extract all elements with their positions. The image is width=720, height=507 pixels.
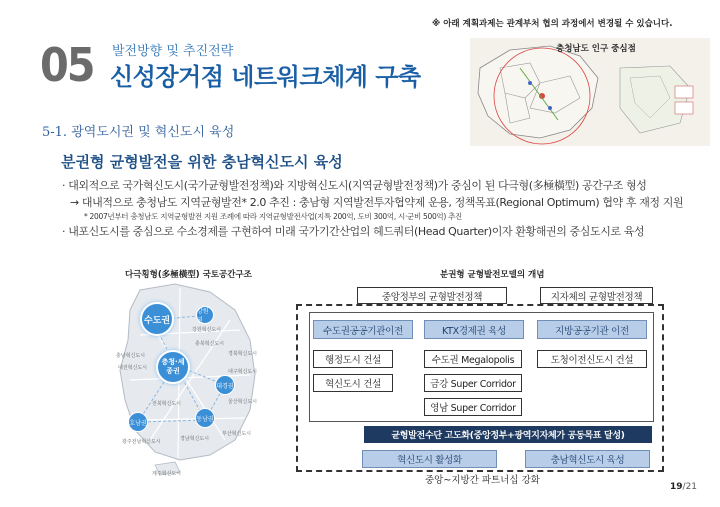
map-caption: 다극횡형(多極橫型) 국토공간구조 (125, 270, 252, 280)
model-box: 수도권 Megalopolis (424, 350, 522, 368)
region-capital: 수도권 (140, 302, 174, 336)
model-box: KTX경제권 육성 (424, 320, 524, 339)
section-number: 05 (40, 38, 94, 92)
page-number (670, 482, 697, 492)
inset-map-title: 충청남도 인구 중심점 (556, 44, 636, 54)
outcome-right-box: 충남혁신도시 육성 (525, 450, 650, 468)
model-box: 지방공공기관 이전 (537, 320, 647, 339)
city-label: 강원혁신도시 (192, 327, 221, 333)
city-label: 제주혁신도시 (152, 471, 181, 477)
bullet-item: → 대내적으로 충청남도 지역균형발전* 2.0 추진 : 충남형 지역발전투자협약제 운용, 정책목표(Regional Optimum) 협약 후 재정 지원 (70, 196, 684, 209)
city-label: 대구혁신도시 (228, 369, 257, 375)
bullet-item: · 내포신도시를 중심으로 수소경제를 구현하여 미래 국가기간산업의 헤드쿼터(Head Quarter)이자 환황해권의 중심도시로 육성 (62, 225, 645, 238)
model-box: 수도권공공기관이전 (313, 320, 413, 339)
notice-text: ※ 아래 계획과제는 관계부처 협의 과정에서 변경될 수 있습니다. (432, 19, 673, 29)
advance-box: 균형발전수단 고도화(중앙정부+광역지자체가 공동목표 달성) (364, 426, 652, 443)
section-subtitle: 발전방향 및 추진전략 (112, 44, 234, 59)
page-current: 19 (670, 482, 683, 492)
central-policy-box: 중앙정부의 균형발전정책 (357, 287, 507, 304)
model-box: 도청이전신도시 건설 (537, 350, 647, 368)
section-title: 신성장거점 네트워크체계 구축 (110, 63, 421, 91)
headline: 분권형 균형발전을 위한 충남혁신도시 육성 (61, 153, 343, 171)
model-box: 영남 Super Corridor (424, 398, 522, 416)
city-label: 경남혁신도시 (180, 436, 209, 442)
model-box: 행정도시 건설 (313, 350, 393, 368)
region-daegyeong: 대경권 (215, 375, 235, 395)
city-label: 충북혁신도시 (195, 341, 224, 347)
model-box: 금강 Super Corridor (424, 374, 522, 392)
model-box: 혁신도시 건설 (313, 374, 393, 392)
city-label: 대전혁신도시 (118, 365, 147, 371)
korea-spatial-map (100, 280, 270, 480)
city-label: 경북혁신도시 (228, 351, 257, 357)
bullet-item: · 대외적으로 국가혁신도시(국가균형발전정책)와 지방혁신도시(지역균형발전정책)가 중심이 된 다극형(多極橫型) 공간구조 형성 (62, 179, 647, 192)
city-label: 충남혁신도시 (116, 353, 145, 359)
local-policy-box: 지자체의 균형발전정책 (540, 287, 653, 304)
city-label: 광주전남혁신도시 (122, 439, 161, 445)
city-label: 전북혁신도시 (152, 401, 181, 407)
bullet-note: * 2007년부터 충청남도 지역균형발전 지원 조례에 따라 지역균형발전사업(지특 200억, 도비 300억, 시·군비 500억) 추진 (84, 212, 462, 221)
model-caption: 분권형 균형발전모델의 개념 (440, 270, 545, 280)
outcome-left-box: 혁신도시 활성화 (362, 450, 497, 468)
region-gangwon: 강원권 (196, 306, 214, 324)
partnership-label: 중앙~지방간 파트너십 강화 (425, 475, 540, 486)
region-chungcheong: 충청·세종권 (156, 350, 190, 384)
bullet-list (62, 177, 712, 240)
city-label: 울산혁신도시 (228, 399, 257, 405)
region-honam: 호남권 (128, 412, 148, 432)
city-label: 부산혁신도시 (222, 431, 251, 437)
population-center-map (470, 38, 710, 146)
region-dongnam: 동남권 (195, 408, 215, 428)
page-total: /21 (682, 482, 698, 492)
subsection-title: 5-1. 광역도시권 및 혁신도시 육성 (42, 125, 235, 140)
